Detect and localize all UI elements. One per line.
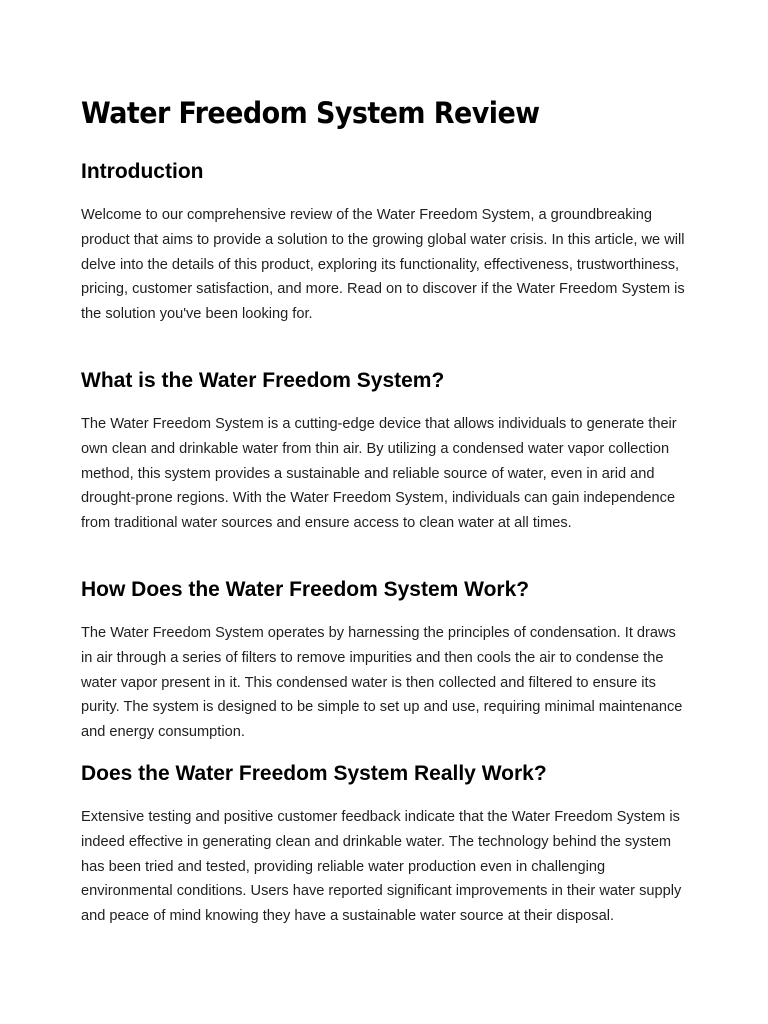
section-body-how-it-works: The Water Freedom System operates by harnessing the principles of condensation. It draws in air through a series of filters to remove impurities and then cools the air to condense the water vapor present in it. This condensed water is then collected and filtered to ensure its purity. The system is designed to be simple to set up and use, requiring minimal maintenance and energy consumption. [81,625,683,741]
section-heading-what-is: What is the Water Freedom System? [81,369,445,392]
section-heading-introduction: Introduction [81,160,204,183]
document-title: Water Freedom System Review [81,96,540,130]
section-body-does-it-work: Extensive testing and positive customer feedback indicate that the Water Freedom System is indeed effective in generating clean and drinkable water. The technology behind the system has been tried and tested, providing reliable water production even in challenging environmental conditions. Users have reported significant improvements in their water supply and peace of mind knowing they have a sustainable water source at their disposal. [81,809,682,925]
section-heading-how-it-works: How Does the Water Freedom System Work? [81,578,530,601]
section-body-introduction: Welcome to our comprehensive review of the Water Freedom System, a groundbreaking product that aims to provide a solution to the growing global water crisis. In this article, we will delve into the details of this product, exploring its functionality, effectiveness, trustworthiness, pricing, customer satisfaction, and more. Read on to discover if the Water Freedom System is the solution you've been looking for. [81,207,685,323]
section-heading-does-it-work: Does the Water Freedom System Really Work? [81,762,547,785]
section-body-what-is: The Water Freedom System is a cutting-edge device that allows individuals to generate their own clean and drinkable water from thin air. By utilizing a condensed water vapor collection method, this system provides a sustainable and reliable source of water, even in arid and drought-prone regions. With the Water Freedom System, individuals can gain independence from traditional water sources and ensure access to clean water at all times. [81,416,677,532]
